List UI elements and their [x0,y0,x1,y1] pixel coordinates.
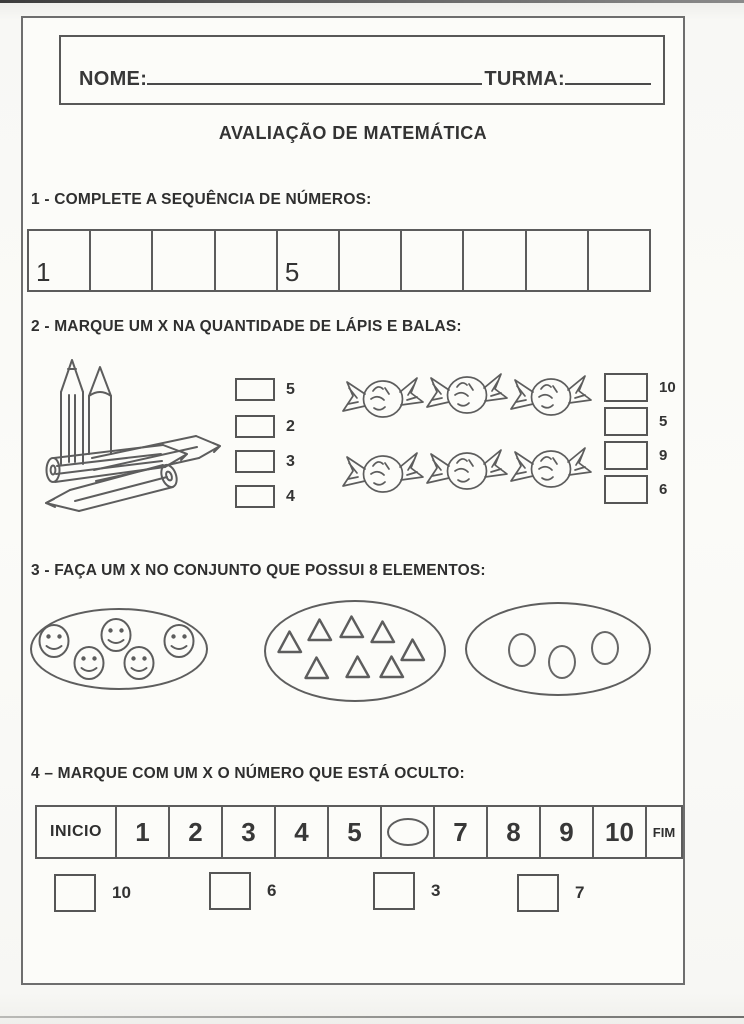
q1-cell[interactable] [151,231,213,290]
q1-cell[interactable] [525,231,587,290]
pencils-illustration [32,354,224,526]
circle-icon [591,631,619,665]
candy-option-checkbox[interactable] [604,407,648,436]
triangle-icon [369,619,396,644]
pencil-option-checkbox[interactable] [235,450,275,473]
candy-option-label: 9 [659,447,668,464]
q1-cell[interactable] [89,231,151,290]
triangle-icon [306,617,333,642]
q4-option-row [209,872,276,910]
set-oval-circles[interactable] [465,602,651,696]
q3-heading: 3 - FAÇA UM X NO CONJUNTO QUE POSSUI 8 ELEMENTOS: [31,562,486,579]
set-oval-triangles[interactable] [264,600,446,702]
q1-cell[interactable] [587,231,649,290]
candy-option-checkbox[interactable] [604,475,648,504]
q1-cell[interactable] [214,231,276,290]
strip-cell-4: 4 [274,807,327,857]
set-oval-smileys[interactable] [30,608,208,690]
q1-cell[interactable] [276,231,338,290]
pencil-icon [46,463,180,511]
q2-heading: 2 - MARQUE UM X NA QUANTIDADE DE LÁPIS E BALAS: [31,318,462,335]
strip-cell-9: 9 [539,807,592,857]
q4-option-label: 10 [112,883,131,902]
strip-cell-inicio: INICIO [50,823,102,840]
class-underline-field[interactable] [565,63,651,85]
q1-cell[interactable] [338,231,400,290]
strip-cell-8: 8 [486,807,539,857]
triangle-icon [378,654,405,679]
q4-option-checkbox[interactable] [209,872,251,910]
q4-option-label: 7 [575,883,585,902]
pencil-option-row [235,378,295,401]
q4-option-row [373,872,440,910]
candy-option-checkbox[interactable] [604,373,648,402]
pencil-option-row [235,415,295,438]
q4-heading: 4 – MARQUE COM UM X O NÚMERO QUE ESTÁ OCULTO: [31,765,465,782]
candy-option-label: 5 [659,413,668,430]
pencil-icon [61,360,83,464]
q1-cell[interactable] [400,231,462,290]
pencil-option-label: 3 [286,452,295,470]
candy-icon [340,368,426,430]
circle-icon [548,645,576,679]
pencil-option-checkbox[interactable] [235,415,275,438]
smiley-icon [161,623,197,659]
pencil-icon [89,367,111,454]
hidden-number-oval [386,817,430,847]
candy-option-row [604,475,667,504]
q1-heading: 1 - COMPLETE A SEQUÊNCIA DE NÚMEROS: [31,191,372,208]
candy-option-checkbox[interactable] [604,441,648,470]
candy-option-label: 10 [659,379,676,396]
q4-option-row [54,874,131,912]
worksheet-title: AVALIAÇÃO DE MATEMÁTICA [218,123,488,143]
triangle-icon [344,654,371,679]
strip-cell-fim: FIM [645,807,681,857]
smiley-icon [36,623,72,659]
q1-cell[interactable] [462,231,524,290]
strip-cell-3: 3 [221,807,274,857]
strip-cell-5: 5 [327,807,380,857]
q4-option-row [517,874,584,912]
pencil-option-row [235,485,295,508]
q1-cell-value: 5 [284,257,300,287]
smiley-icon [121,645,157,681]
pencil-option-label: 4 [286,487,295,505]
candy-option-row [604,407,667,436]
name-box [59,35,665,105]
triangle-icon [338,614,365,639]
q4-option-label: 6 [267,881,277,900]
triangle-icon [303,655,330,680]
strip-cell-1: 1 [115,807,168,857]
candy-option-row [604,441,667,470]
q1-cell[interactable] [29,231,89,290]
name-label: NOME: [79,68,148,90]
strip-cell-10: 10 [592,807,645,857]
q4-option-label: 3 [431,881,441,900]
strip-cell-7: 7 [433,807,486,857]
q4-option-checkbox[interactable] [54,874,96,912]
scan-edge-top [0,0,744,3]
pencil-option-label: 2 [286,417,295,435]
pencil-option-row [235,450,295,473]
circle-icon [508,633,536,667]
triangle-icon [276,629,303,654]
q4-option-checkbox[interactable] [517,874,559,912]
candy-icon [508,366,594,428]
candy-option-label: 6 [659,481,668,498]
pencil-option-label: 5 [286,380,295,398]
class-label: TURMA: [484,68,565,90]
smiley-icon [71,645,107,681]
strip-cell-hidden [380,807,433,857]
q4-option-checkbox[interactable] [373,872,415,910]
candy-icon [508,438,594,500]
scan-edge-bottom [0,1016,744,1018]
q1-cell-value: 1 [36,257,51,287]
name-underline-field[interactable] [147,63,482,85]
candy-icon [424,440,510,502]
number-strip [35,805,683,859]
strip-cell-2: 2 [168,807,221,857]
candy-icon [340,443,426,505]
pencil-option-checkbox[interactable] [235,485,275,508]
candy-option-row [604,373,676,402]
worksheet-page [21,16,685,985]
pencil-option-checkbox[interactable] [235,378,275,401]
q1-sequence-table [27,229,651,292]
candy-icon [424,364,510,426]
